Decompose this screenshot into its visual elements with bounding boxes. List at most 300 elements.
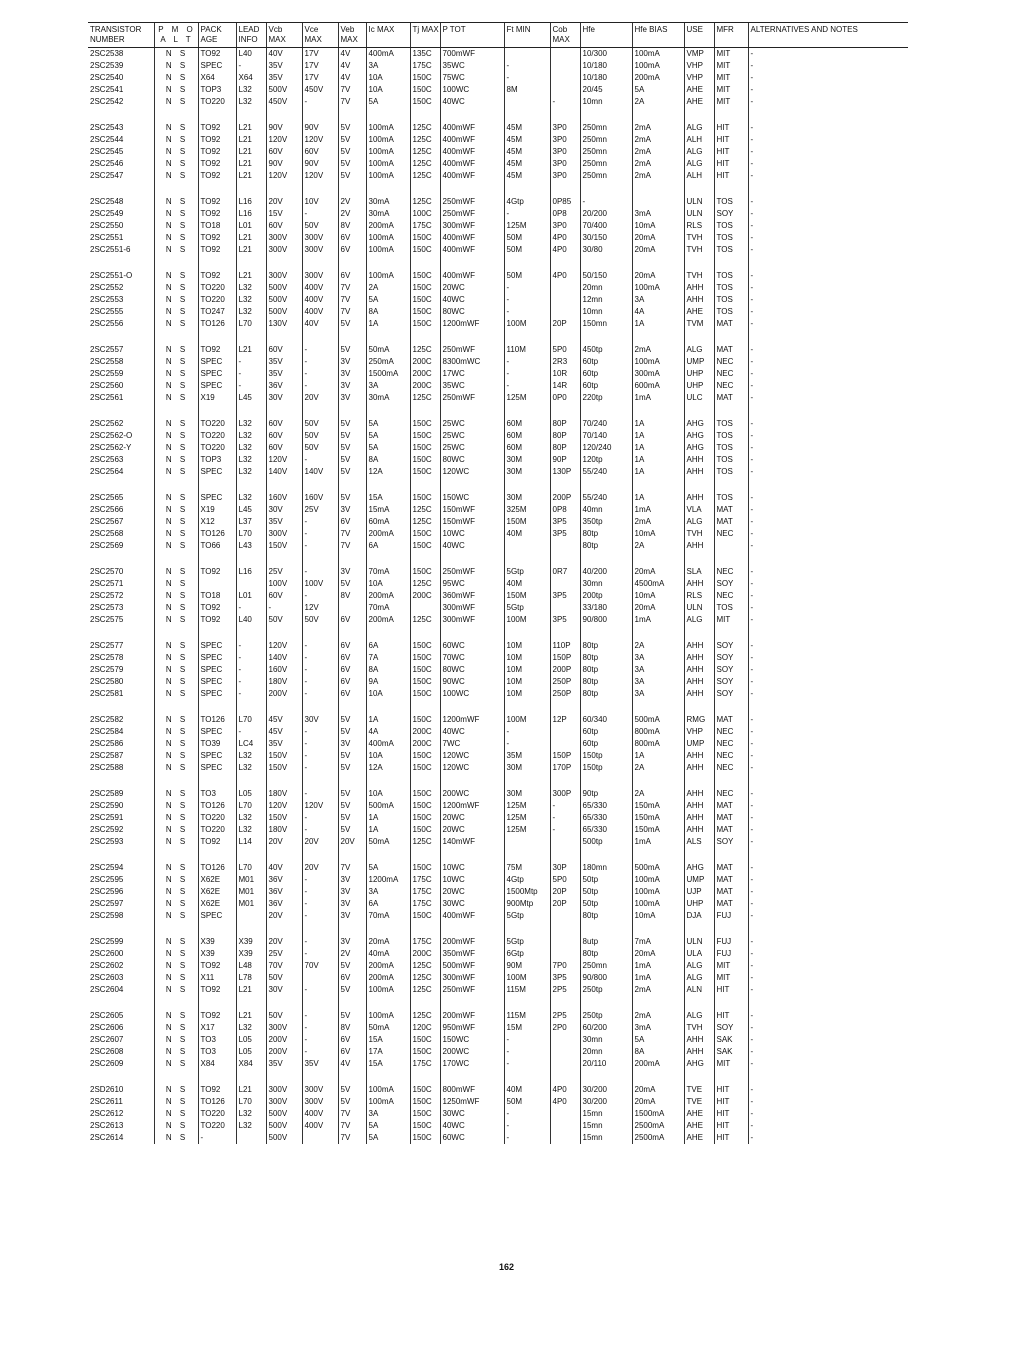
package-cell: TO92 bbox=[198, 134, 236, 146]
tj-max-cell: 200C bbox=[410, 948, 440, 960]
ft-min-cell: 45M bbox=[504, 158, 550, 170]
ptot-cell: 10WC bbox=[440, 874, 504, 886]
vcb-max-cell: 50V bbox=[266, 614, 302, 626]
package-cell: TO92 bbox=[198, 614, 236, 626]
vce-max-cell: 70V bbox=[302, 960, 338, 972]
vce-max-cell: 140V bbox=[302, 466, 338, 478]
header-hfe: Hfe bbox=[580, 23, 632, 48]
lead-info-cell: L21 bbox=[236, 146, 266, 158]
ft-min-cell: 10M bbox=[504, 688, 550, 700]
ptot-cell: 40WC bbox=[440, 1120, 504, 1132]
tj-max-cell: 150C bbox=[410, 640, 440, 652]
vce-max-cell: 300V bbox=[302, 1084, 338, 1096]
transistor-number-cell: 2SC2589 bbox=[90, 789, 124, 798]
ptot-cell: 200WC bbox=[440, 1046, 504, 1058]
pm-code-cell: N S bbox=[154, 96, 198, 108]
package-cell: SPEC bbox=[198, 60, 236, 72]
package-cell: TO220 bbox=[198, 442, 236, 454]
mfr-cell: MAT bbox=[714, 504, 748, 516]
ft-min-cell: 325M bbox=[504, 504, 550, 516]
package-cell: TO92 bbox=[198, 196, 236, 208]
cob-max-cell bbox=[550, 1132, 580, 1144]
group-spacer bbox=[88, 700, 908, 714]
ptot-cell: 120WC bbox=[440, 466, 504, 478]
tj-max-cell: 150C bbox=[410, 270, 440, 282]
table-row bbox=[88, 652, 908, 664]
ic-max-cell: 1500mA bbox=[366, 368, 410, 380]
hfe-cell: 33/180 bbox=[580, 602, 632, 614]
ic-max-cell: 70mA bbox=[366, 602, 410, 614]
mfr-cell: TOS bbox=[714, 442, 748, 454]
use-cell: UMP bbox=[684, 874, 714, 886]
mfr-cell: SOY bbox=[714, 836, 748, 848]
notes-cell: - bbox=[748, 146, 908, 158]
cob-max-cell: 3P5 bbox=[550, 528, 580, 540]
notes-cell: - bbox=[748, 578, 908, 590]
ic-max-cell: 15mA bbox=[366, 504, 410, 516]
table-row bbox=[88, 948, 908, 960]
cob-max-cell: 3P0 bbox=[550, 146, 580, 158]
ic-max-cell: 100mA bbox=[366, 1096, 410, 1108]
mfr-cell: MAT bbox=[714, 800, 748, 812]
vce-max-cell: - bbox=[302, 874, 338, 886]
table-row bbox=[88, 1084, 908, 1096]
lead-info-cell: L32 bbox=[236, 306, 266, 318]
transistor-number-cell: 2SC2551 bbox=[90, 233, 124, 242]
table-row bbox=[88, 208, 908, 220]
table-row bbox=[88, 516, 908, 528]
hfe-bias-cell: 20mA bbox=[632, 566, 684, 578]
vce-max-cell: - bbox=[302, 948, 338, 960]
tj-max-cell: 120C bbox=[410, 1022, 440, 1034]
ft-min-cell: 40M bbox=[504, 1084, 550, 1096]
cob-max-cell: 200P bbox=[550, 492, 580, 504]
vcb-max-cell: 200V bbox=[266, 1034, 302, 1046]
tj-max-cell: 175C bbox=[410, 898, 440, 910]
cob-max-cell: 150P bbox=[550, 652, 580, 664]
table-row bbox=[88, 48, 908, 61]
mfr-cell: HIT bbox=[714, 1084, 748, 1096]
veb-max-cell: 7V bbox=[338, 84, 366, 96]
use-cell: AHE bbox=[684, 84, 714, 96]
table-row bbox=[88, 392, 908, 404]
cob-max-cell: 12P bbox=[550, 714, 580, 726]
table-row bbox=[88, 566, 908, 578]
hfe-cell: 10mn bbox=[580, 306, 632, 318]
cob-max-cell: 0P85 bbox=[550, 196, 580, 208]
lead-info-cell: L21 bbox=[236, 170, 266, 182]
tj-max-cell: 125C bbox=[410, 836, 440, 848]
ft-min-cell: - bbox=[504, 306, 550, 318]
vcb-max-cell: 20V bbox=[266, 196, 302, 208]
mfr-cell: FUJ bbox=[714, 948, 748, 960]
vce-max-cell: 400V bbox=[302, 1120, 338, 1132]
transistor-number-cell: 2SD2610 bbox=[90, 1085, 124, 1094]
notes-cell: - bbox=[748, 836, 908, 848]
use-cell: AHH bbox=[684, 664, 714, 676]
use-cell: ULN bbox=[684, 196, 714, 208]
hfe-bias-cell: 2mA bbox=[632, 146, 684, 158]
pm-code-cell: N S bbox=[154, 714, 198, 726]
hfe-cell: 20mn bbox=[580, 282, 632, 294]
lead-info-cell: X84 bbox=[236, 1058, 266, 1070]
use-cell: AHH bbox=[684, 640, 714, 652]
lead-info-cell: L21 bbox=[236, 134, 266, 146]
package-cell: X84 bbox=[198, 1058, 236, 1070]
mfr-cell: TOS bbox=[714, 294, 748, 306]
use-cell: UHP bbox=[684, 380, 714, 392]
transistor-number-cell: 2SC2573 bbox=[90, 603, 124, 612]
hfe-bias-cell: 2mA bbox=[632, 984, 684, 996]
veb-max-cell: 6V bbox=[338, 652, 366, 664]
ptot-cell: 250mWF bbox=[440, 984, 504, 996]
table-row bbox=[88, 898, 908, 910]
package-cell: TO220 bbox=[198, 1120, 236, 1132]
ptot-cell: 800mWF bbox=[440, 1084, 504, 1096]
vce-max-cell: 50V bbox=[302, 430, 338, 442]
ft-min-cell: 60M bbox=[504, 442, 550, 454]
notes-cell: - bbox=[748, 676, 908, 688]
cob-max-cell bbox=[550, 306, 580, 318]
hfe-bias-cell: 100mA bbox=[632, 282, 684, 294]
cob-max-cell: - bbox=[550, 824, 580, 836]
veb-max-cell: 5V bbox=[338, 442, 366, 454]
use-cell: AHG bbox=[684, 418, 714, 430]
mfr-cell: TOS bbox=[714, 466, 748, 478]
ic-max-cell: 5A bbox=[366, 862, 410, 874]
tj-max-cell: 150C bbox=[410, 652, 440, 664]
use-cell: RMG bbox=[684, 714, 714, 726]
lead-info-cell: L32 bbox=[236, 1022, 266, 1034]
veb-max-cell: 3V bbox=[338, 874, 366, 886]
lead-info-cell: L32 bbox=[236, 1120, 266, 1132]
table-row bbox=[88, 84, 908, 96]
use-cell: UHP bbox=[684, 368, 714, 380]
veb-max-cell: 3V bbox=[338, 368, 366, 380]
package-cell: X17 bbox=[198, 1022, 236, 1034]
hfe-bias-cell: 2mA bbox=[632, 122, 684, 134]
table-row bbox=[88, 726, 908, 738]
veb-max-cell: 5V bbox=[338, 454, 366, 466]
vce-max-cell: - bbox=[302, 676, 338, 688]
pm-code-cell: N S bbox=[154, 578, 198, 590]
veb-max-cell: 6V bbox=[338, 614, 366, 626]
ft-min-cell: - bbox=[504, 1132, 550, 1144]
use-cell: AHG bbox=[684, 862, 714, 874]
tj-max-cell: 175C bbox=[410, 1058, 440, 1070]
lead-info-cell bbox=[236, 1132, 266, 1144]
ic-max-cell: 30mA bbox=[366, 208, 410, 220]
use-cell: AHG bbox=[684, 430, 714, 442]
tj-max-cell: 150C bbox=[410, 96, 440, 108]
hfe-bias-cell: 200mA bbox=[632, 72, 684, 84]
ic-max-cell: 30mA bbox=[366, 196, 410, 208]
group-spacer bbox=[88, 404, 908, 418]
vce-max-cell: - bbox=[302, 96, 338, 108]
ic-max-cell: 10A bbox=[366, 788, 410, 800]
lead-info-cell: L48 bbox=[236, 960, 266, 972]
notes-cell: - bbox=[748, 466, 908, 478]
use-cell: ULC bbox=[684, 392, 714, 404]
mfr-cell: MIT bbox=[714, 1058, 748, 1070]
notes-cell: - bbox=[748, 726, 908, 738]
pm-code-cell: N S bbox=[154, 910, 198, 922]
hfe-cell: 80tp bbox=[580, 676, 632, 688]
ptot-cell: 300mWF bbox=[440, 602, 504, 614]
package-cell: TO92 bbox=[198, 566, 236, 578]
transistor-number-cell: 2SC2546 bbox=[90, 159, 124, 168]
table-row bbox=[88, 936, 908, 948]
table-row bbox=[88, 1108, 908, 1120]
vcb-max-cell: 500V bbox=[266, 282, 302, 294]
mfr-cell: HIT bbox=[714, 122, 748, 134]
ic-max-cell: 1200mA bbox=[366, 874, 410, 886]
hfe-bias-cell: 1mA bbox=[632, 392, 684, 404]
package-cell: SPEC bbox=[198, 750, 236, 762]
notes-cell: - bbox=[748, 158, 908, 170]
ic-max-cell: 6A bbox=[366, 540, 410, 552]
ft-min-cell: 5Gtp bbox=[504, 566, 550, 578]
cob-max-cell: 2R3 bbox=[550, 356, 580, 368]
cob-max-cell: 3P0 bbox=[550, 170, 580, 182]
tj-max-cell: 175C bbox=[410, 220, 440, 232]
ptot-cell: 80WC bbox=[440, 664, 504, 676]
notes-cell: - bbox=[748, 244, 908, 256]
pm-code-cell: N S bbox=[154, 1022, 198, 1034]
use-cell: ALG bbox=[684, 960, 714, 972]
hfe-cell: 30/200 bbox=[580, 1084, 632, 1096]
table-row bbox=[88, 528, 908, 540]
mfr-cell: MAT bbox=[714, 714, 748, 726]
notes-cell: - bbox=[748, 948, 908, 960]
ptot-cell: 200mWF bbox=[440, 936, 504, 948]
package-cell: X39 bbox=[198, 936, 236, 948]
hfe-bias-cell: 3A bbox=[632, 676, 684, 688]
pm-code-cell: N S bbox=[154, 220, 198, 232]
mfr-cell: SOY bbox=[714, 578, 748, 590]
mfr-cell: MAT bbox=[714, 898, 748, 910]
transistor-number-cell: 2SC2580 bbox=[90, 677, 124, 686]
vce-max-cell: 30V bbox=[302, 714, 338, 726]
tj-max-cell: 150C bbox=[410, 788, 440, 800]
pm-code-cell: N S bbox=[154, 1084, 198, 1096]
ic-max-cell: 200mA bbox=[366, 972, 410, 984]
hfe-cell: 220tp bbox=[580, 392, 632, 404]
veb-max-cell bbox=[338, 602, 366, 614]
use-cell: ALG bbox=[684, 344, 714, 356]
table-row bbox=[88, 60, 908, 72]
tj-max-cell: 175C bbox=[410, 874, 440, 886]
cob-max-cell: 20P bbox=[550, 318, 580, 330]
hfe-bias-cell: 2500mA bbox=[632, 1120, 684, 1132]
ic-max-cell: 9A bbox=[366, 676, 410, 688]
header-ptot: P TOT bbox=[440, 23, 504, 48]
ft-min-cell: - bbox=[504, 1120, 550, 1132]
ic-max-cell: 5A bbox=[366, 294, 410, 306]
use-cell: TVH bbox=[684, 232, 714, 244]
use-cell: ALG bbox=[684, 972, 714, 984]
group-spacer bbox=[88, 774, 908, 788]
ic-max-cell: 100mA bbox=[366, 146, 410, 158]
table-row bbox=[88, 714, 908, 726]
table-row bbox=[88, 1046, 908, 1058]
tj-max-cell: 150C bbox=[410, 244, 440, 256]
package-cell: TO126 bbox=[198, 714, 236, 726]
vcb-max-cell: 35V bbox=[266, 368, 302, 380]
use-cell: AHH bbox=[684, 762, 714, 774]
lead-info-cell: - bbox=[236, 664, 266, 676]
hfe-bias-cell: 20mA bbox=[632, 270, 684, 282]
cob-max-cell bbox=[550, 294, 580, 306]
notes-cell: - bbox=[748, 1010, 908, 1022]
veb-max-cell: 5V bbox=[338, 800, 366, 812]
ft-min-cell: 5Gtp bbox=[504, 602, 550, 614]
veb-max-cell: 3V bbox=[338, 738, 366, 750]
table-row bbox=[88, 874, 908, 886]
tj-max-cell: 150C bbox=[410, 1096, 440, 1108]
mfr-cell: HIT bbox=[714, 1132, 748, 1144]
package-cell: TOP3 bbox=[198, 84, 236, 96]
cob-max-cell bbox=[550, 1046, 580, 1058]
lead-info-cell: L43 bbox=[236, 540, 266, 552]
ptot-cell: 500mWF bbox=[440, 960, 504, 972]
cob-max-cell: 200P bbox=[550, 664, 580, 676]
ptot-cell: 1200mWF bbox=[440, 714, 504, 726]
cob-max-cell: 80P bbox=[550, 442, 580, 454]
ptot-cell: 350mWF bbox=[440, 948, 504, 960]
pm-code-cell: N S bbox=[154, 282, 198, 294]
mfr-cell: HIT bbox=[714, 146, 748, 158]
ptot-cell: 1200mWF bbox=[440, 318, 504, 330]
use-cell: AHH bbox=[684, 652, 714, 664]
vcb-max-cell: 36V bbox=[266, 874, 302, 886]
package-cell: TO92 bbox=[198, 960, 236, 972]
ptot-cell: 100WC bbox=[440, 84, 504, 96]
veb-max-cell: 8V bbox=[338, 590, 366, 602]
mfr-cell: MAT bbox=[714, 886, 748, 898]
notes-cell: - bbox=[748, 540, 908, 552]
use-cell: TVH bbox=[684, 1022, 714, 1034]
vcb-max-cell: 300V bbox=[266, 1022, 302, 1034]
lead-info-cell: L37 bbox=[236, 516, 266, 528]
lead-info-cell: - bbox=[236, 368, 266, 380]
mfr-cell: MAT bbox=[714, 392, 748, 404]
ptot-cell: 700mWF bbox=[440, 48, 504, 61]
veb-max-cell: 4V bbox=[338, 48, 366, 61]
group-spacer bbox=[88, 996, 908, 1010]
lead-info-cell: L16 bbox=[236, 208, 266, 220]
notes-cell: - bbox=[748, 898, 908, 910]
lead-info-cell: L70 bbox=[236, 714, 266, 726]
lead-info-cell: L70 bbox=[236, 800, 266, 812]
cob-max-cell: 10R bbox=[550, 368, 580, 380]
veb-max-cell: 3V bbox=[338, 910, 366, 922]
lead-info-cell: - bbox=[236, 726, 266, 738]
transistor-number-cell: 2SC2613 bbox=[90, 1121, 124, 1130]
transistor-number-cell: 2SC2612 bbox=[90, 1109, 124, 1118]
ic-max-cell: 7A bbox=[366, 652, 410, 664]
transistor-number-cell: 2SC2607 bbox=[90, 1035, 124, 1044]
vce-max-cell: 100V bbox=[302, 578, 338, 590]
notes-cell: - bbox=[748, 344, 908, 356]
pm-code-cell: N S bbox=[154, 158, 198, 170]
vcb-max-cell: 90V bbox=[266, 122, 302, 134]
lead-info-cell: L16 bbox=[236, 196, 266, 208]
hfe-bias-cell: 800mA bbox=[632, 738, 684, 750]
hfe-bias-cell: 1A bbox=[632, 442, 684, 454]
notes-cell: - bbox=[748, 84, 908, 96]
ic-max-cell: 30mA bbox=[366, 392, 410, 404]
cob-max-cell: 110P bbox=[550, 640, 580, 652]
group-spacer bbox=[88, 1070, 908, 1084]
vcb-max-cell: 500V bbox=[266, 1108, 302, 1120]
ft-min-cell bbox=[504, 836, 550, 848]
ft-min-cell: 100M bbox=[504, 714, 550, 726]
ptot-cell: 200WC bbox=[440, 788, 504, 800]
ic-max-cell: 12A bbox=[366, 762, 410, 774]
vcb-max-cell: 60V bbox=[266, 146, 302, 158]
vcb-max-cell: 60V bbox=[266, 590, 302, 602]
vce-max-cell: 400V bbox=[302, 282, 338, 294]
vce-max-cell: 160V bbox=[302, 492, 338, 504]
ft-min-cell: 125M bbox=[504, 392, 550, 404]
veb-max-cell: 3V bbox=[338, 380, 366, 392]
notes-cell: - bbox=[748, 72, 908, 84]
hfe-cell: 60/340 bbox=[580, 714, 632, 726]
transistor-number-cell: 2SC2592 bbox=[90, 825, 124, 834]
group-spacer bbox=[88, 552, 908, 566]
hfe-cell: 40/200 bbox=[580, 566, 632, 578]
vcb-max-cell: 60V bbox=[266, 430, 302, 442]
ft-min-cell: 15M bbox=[504, 1022, 550, 1034]
use-cell: AHH bbox=[684, 1034, 714, 1046]
table-row bbox=[88, 862, 908, 874]
table-row bbox=[88, 146, 908, 158]
hfe-cell: 80tp bbox=[580, 652, 632, 664]
notes-cell: - bbox=[748, 208, 908, 220]
pm-code-cell: N S bbox=[154, 134, 198, 146]
use-cell: VHP bbox=[684, 60, 714, 72]
cob-max-cell: 250P bbox=[550, 676, 580, 688]
tj-max-cell: 200C bbox=[410, 726, 440, 738]
vce-max-cell: - bbox=[302, 688, 338, 700]
notes-cell: - bbox=[748, 566, 908, 578]
hfe-bias-cell: 1mA bbox=[632, 960, 684, 972]
pm-code-cell: N S bbox=[154, 84, 198, 96]
package-cell: X19 bbox=[198, 504, 236, 516]
notes-cell: - bbox=[748, 528, 908, 540]
ic-max-cell: 15A bbox=[366, 1058, 410, 1070]
ic-max-cell: 6A bbox=[366, 898, 410, 910]
transistor-number-cell: 2SC2544 bbox=[90, 135, 124, 144]
table-row bbox=[88, 232, 908, 244]
use-cell: VMP bbox=[684, 48, 714, 61]
vcb-max-cell: 20V bbox=[266, 936, 302, 948]
hfe-bias-cell: 3mA bbox=[632, 208, 684, 220]
ptot-cell: 60WC bbox=[440, 640, 504, 652]
use-cell: AHH bbox=[684, 1046, 714, 1058]
ic-max-cell: 10A bbox=[366, 688, 410, 700]
ptot-cell: 40WC bbox=[440, 294, 504, 306]
ft-min-cell: - bbox=[504, 72, 550, 84]
table-row bbox=[88, 368, 908, 380]
lead-info-cell: L70 bbox=[236, 1096, 266, 1108]
notes-cell: - bbox=[748, 910, 908, 922]
cob-max-cell: 3P5 bbox=[550, 614, 580, 626]
transistor-number-cell: 2SC2593 bbox=[90, 837, 124, 846]
use-cell: AHH bbox=[684, 800, 714, 812]
hfe-cell: 50tp bbox=[580, 898, 632, 910]
